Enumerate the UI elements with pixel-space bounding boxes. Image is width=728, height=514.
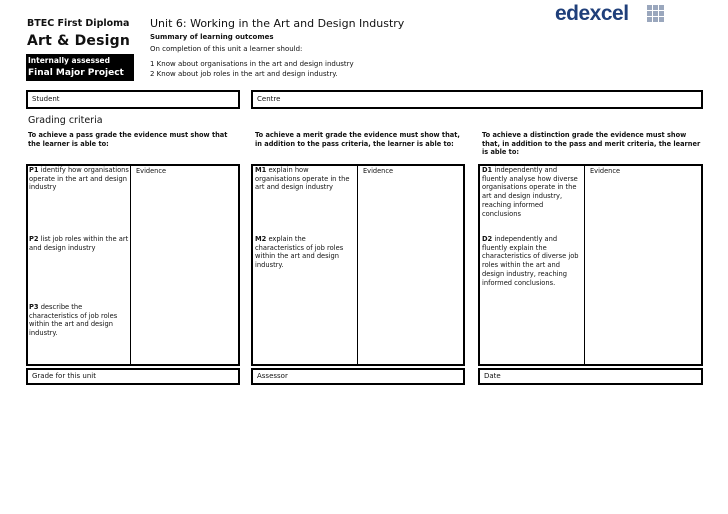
distinction-heading: To achieve a distinction grade the evidence must show that, in addition to the pass and merit criteria, the learner is able to: <box>482 131 701 157</box>
subject-title: Art & Design <box>27 33 131 49</box>
assessor-field[interactable] <box>251 368 465 385</box>
p3-code: P3 <box>29 303 39 311</box>
edexcel-logo <box>555 4 675 30</box>
d2-text: independently and fluently explain the characteristics of diverse job roles within the art and design industry, reaching informed conclusions. <box>482 235 579 287</box>
grading-criteria-title: Grading criteria <box>28 115 103 126</box>
learning-outcome-1: 1 Know about organisations in the art and design industry <box>150 60 354 68</box>
pass-divider <box>130 165 131 365</box>
centre-field[interactable] <box>251 90 703 109</box>
logo-squares-icon <box>647 5 665 27</box>
distinction-criterion-d2 <box>482 235 582 287</box>
d1-code: D1 <box>482 166 493 174</box>
m2-text: explain the characteristics of job roles within the art and design industry. <box>255 235 344 270</box>
student-field[interactable] <box>26 90 240 109</box>
completion-text: On completion of this unit a learner should: <box>150 45 303 53</box>
date-label: Date <box>484 372 501 380</box>
distinction-evidence-area[interactable] <box>586 176 701 364</box>
assessor-label: Assessor <box>257 372 288 380</box>
p2-text: list job roles within the art and design industry <box>29 235 129 252</box>
distinction-evidence-label: Evidence <box>590 167 621 175</box>
distinction-criterion-d1 <box>482 166 582 218</box>
merit-heading: To achieve a merit grade the evidence must show that, in addition to the pass criteria, the learner is able to: <box>255 131 460 148</box>
learning-outcome-2: 2 Know about job roles in the art and design industry. <box>150 70 338 78</box>
centre-label: Centre <box>257 95 281 103</box>
m1-text: explain how organisations operate in the art and design industry <box>255 166 350 192</box>
pass-heading: To achieve a pass grade the evidence must show that the learner is able to: <box>28 131 228 148</box>
p3-text: describe the characteristics of job roles within the art and design industry. <box>29 303 118 338</box>
distinction-divider <box>584 165 585 365</box>
m1-code: M1 <box>255 166 267 174</box>
pass-criterion-p2 <box>29 235 129 252</box>
unit-title: Unit 6: Working in the Art and Design Industry <box>150 17 405 30</box>
p1-code: P1 <box>29 166 39 174</box>
merit-evidence-area[interactable] <box>359 176 463 364</box>
pass-criterion-p3 <box>29 303 129 338</box>
student-label: Student <box>32 95 60 103</box>
edexcel-logo-text: edexcel <box>555 2 629 25</box>
merit-divider <box>357 165 358 365</box>
merit-criterion-m1 <box>255 166 355 192</box>
project-label: Final Major Project <box>28 68 124 78</box>
pass-criterion-p1 <box>29 166 129 192</box>
d1-text: independently and fluently analyse how diverse organisations operate in the art and design industry, reaching informed conclusions <box>482 166 578 218</box>
merit-criterion-m2 <box>255 235 355 270</box>
assessment-banner <box>26 54 134 81</box>
pass-evidence-label: Evidence <box>136 167 167 175</box>
assessed-label: Internally assessed <box>28 56 111 65</box>
grade-field[interactable] <box>26 368 240 385</box>
p1-text: identify how organisations operate in the art and design industry <box>29 166 129 192</box>
p2-code: P2 <box>29 235 39 243</box>
date-field[interactable] <box>478 368 703 385</box>
m2-code: M2 <box>255 235 267 243</box>
pass-evidence-area[interactable] <box>132 176 238 364</box>
summary-heading: Summary of learning outcomes <box>150 33 274 41</box>
qualification-title: BTEC First Diploma <box>27 18 130 29</box>
merit-evidence-label: Evidence <box>363 167 394 175</box>
grade-label: Grade for this unit <box>32 372 96 380</box>
d2-code: D2 <box>482 235 493 243</box>
